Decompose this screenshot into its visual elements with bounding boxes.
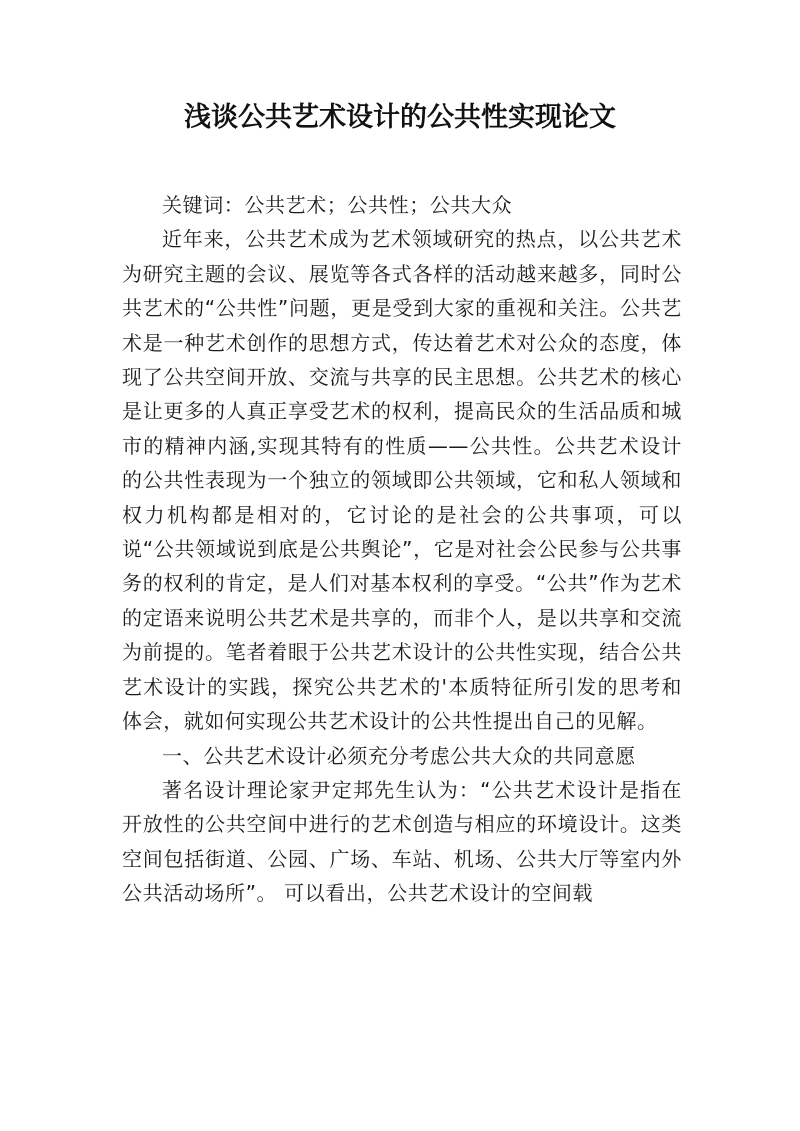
document-body [122,188,682,911]
document-title: 浅谈公共艺术设计的公共性实现论文 [184,102,616,133]
intro-paragraph: 近年来，公共艺术成为艺术领域研究的热点，以公共艺术为研究主题的会议、展览等各式各样的活动越来越多，同时公共艺术的“公共性”问题，更是受到大家的重视和关注。公共艺术是一种艺术创作的思想方式，传达着艺术对公众的态度，体现了公共空间开放、交流与共享的民主思想。公共艺术的核心是让更多的人真正享受艺术的权利，提高民众的生活品质和城市的精神内涵,实现其特有的性质——公共性。公共艺术设计的公共性表现为一个独立的领域即公共领域，它和私人领域和权力机构都是相对的，它讨论的是社会的公共事项，可以说“公共领域说到底是公共舆论”，它是对社会公民参与公共事务的权利的肯定，是人们对基本权利的享受。“公共”作为艺术的定语来说明公共艺术是共享的，而非个人，是以共享和交流为前提的。笔者着眼于公共艺术设计的公共性实现，结合公共艺术设计的实践，探究公共艺术的'本质特征所引发的思考和体会，就如何实现公共艺术设计的公共性提出自己的见解。 [122,227,682,734]
keywords-line: 关键词：公共艺术；公共性；公共大众 [162,193,513,217]
section-heading: 一、公共艺术设计必须充分考虑公共大众的共同意愿 [162,743,636,768]
body-paragraph: 著名设计理论家尹定邦先生认为：“公共艺术设计是指在开放性的公共空间中进行的艺术创造与相应的环境设计。这类空间包括街道、公园、广场、车站、机场、公共大厅等室内外公共活动场所”。 可以看出，公共艺术设计的空间载 [122,777,682,906]
